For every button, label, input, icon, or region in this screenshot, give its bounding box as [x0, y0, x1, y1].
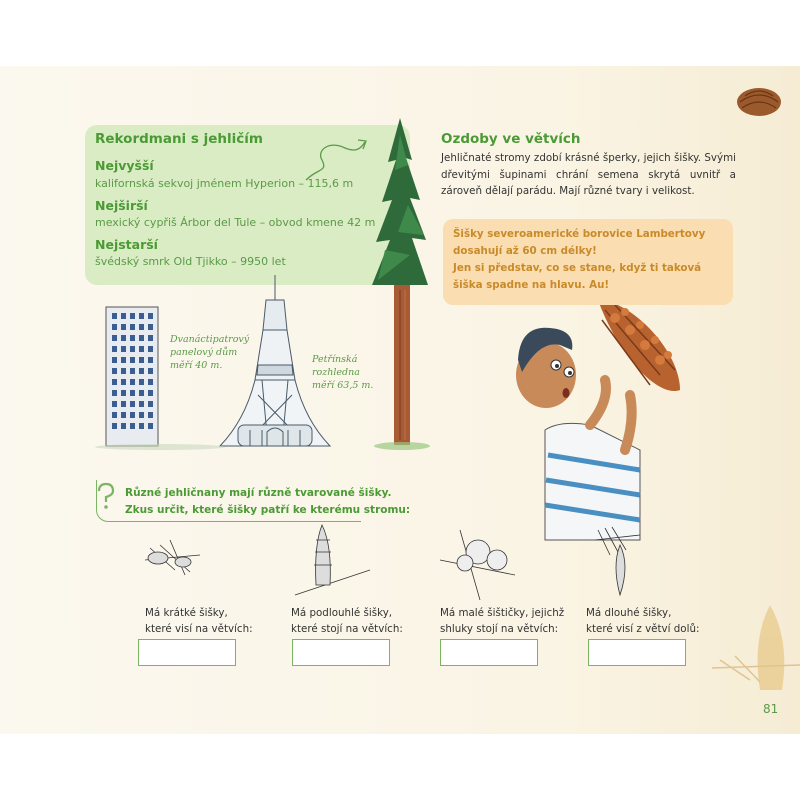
- option-1-line2: které visí na větvích:: [145, 623, 253, 635]
- fact-box: [443, 219, 733, 305]
- record-text-widest: mexický cypřiš Árbor del Tule – obvod kmene 42 m: [95, 216, 376, 229]
- answer-box-2[interactable]: [292, 639, 390, 666]
- arrow-icon: [306, 142, 365, 180]
- answer-box-4[interactable]: [588, 639, 686, 666]
- ozdoby-text: Jehličnaté stromy zdobí krásné šperky, jejich šišky. Svými dřevitými šupinami chrání semena skrytá uvnitř a zároveň dělají parádu. Mají různé tvary i velikost.: [441, 152, 736, 197]
- question-text: [125, 485, 410, 519]
- answer-box-1[interactable]: [138, 639, 236, 666]
- panel-house-icon: [106, 307, 158, 446]
- fact-line2: Jen si představ, co se stane, když ti taková šiška spadne na hlavu. Au!: [453, 262, 702, 291]
- option-2-line1: Má podlouhlé šišky,: [291, 607, 393, 619]
- branch-upright-cones-icon: [295, 525, 370, 595]
- pine-cone-icon: [737, 88, 781, 116]
- record-head-oldest: Nejstarší: [95, 237, 158, 252]
- tower-note-line1: Petřínská: [312, 354, 358, 365]
- option-1-line1: Má krátké šišky,: [145, 607, 228, 619]
- panel-note-line3: měří 40 m.: [170, 360, 223, 371]
- option-3-line1: Má malé šištičky, jejichž: [440, 607, 565, 619]
- panel-house-note: [170, 333, 249, 372]
- record-head-widest: Nejširší: [95, 198, 148, 213]
- panel-note-line2: panelový dům: [170, 347, 238, 358]
- option-label-4: [586, 605, 699, 637]
- branch-short-cones-icon: [145, 540, 200, 575]
- option-label-1: [145, 605, 253, 637]
- tower-note-line3: měří 63,5 m.: [312, 380, 374, 391]
- branch-clustered-cones-icon: [440, 530, 515, 600]
- panel-note-line1: Dvanáctipatrový: [170, 334, 250, 345]
- record-text-oldest: švédský smrk Old Tjikko – 9950 let: [95, 255, 286, 268]
- option-3-line2: shluky stojí na větvích:: [440, 623, 559, 635]
- question-line1: Různé jehličnany mají různě tvarované šišky.: [125, 487, 392, 499]
- option-2-line2: které stojí na větvích:: [291, 623, 403, 635]
- ozdoby-title: Ozdoby ve větvích: [441, 131, 581, 147]
- fact-line1: Šišky severoamerické borovice Lambertovy dosahují až 60 cm délky!: [453, 228, 706, 257]
- sugar-pine-cone-icon: [598, 300, 680, 391]
- decorative-cone-icon: [712, 605, 800, 690]
- tower-note-line2: rozhledna: [312, 367, 360, 378]
- record-title: Rekordmani s jehličím: [95, 131, 263, 147]
- tower-note: [312, 353, 373, 392]
- answer-box-3[interactable]: [440, 639, 538, 666]
- option-4-line1: Má dlouhé šišky,: [586, 607, 672, 619]
- record-text-tallest: kalifornská sekvoj jménem Hyperion – 115,6 m: [95, 177, 354, 190]
- option-label-3: [440, 605, 564, 637]
- page-number: 81: [763, 702, 779, 716]
- sequoia-tree-icon: [372, 118, 430, 450]
- question-line2: Zkus určit, které šišky patří ke kterému stromu:: [125, 504, 411, 516]
- record-head-tallest: Nejvyšší: [95, 158, 154, 173]
- option-label-2: [291, 605, 403, 637]
- boy-illustration: [516, 328, 640, 540]
- option-4-line2: které visí z větví dolů:: [586, 623, 700, 635]
